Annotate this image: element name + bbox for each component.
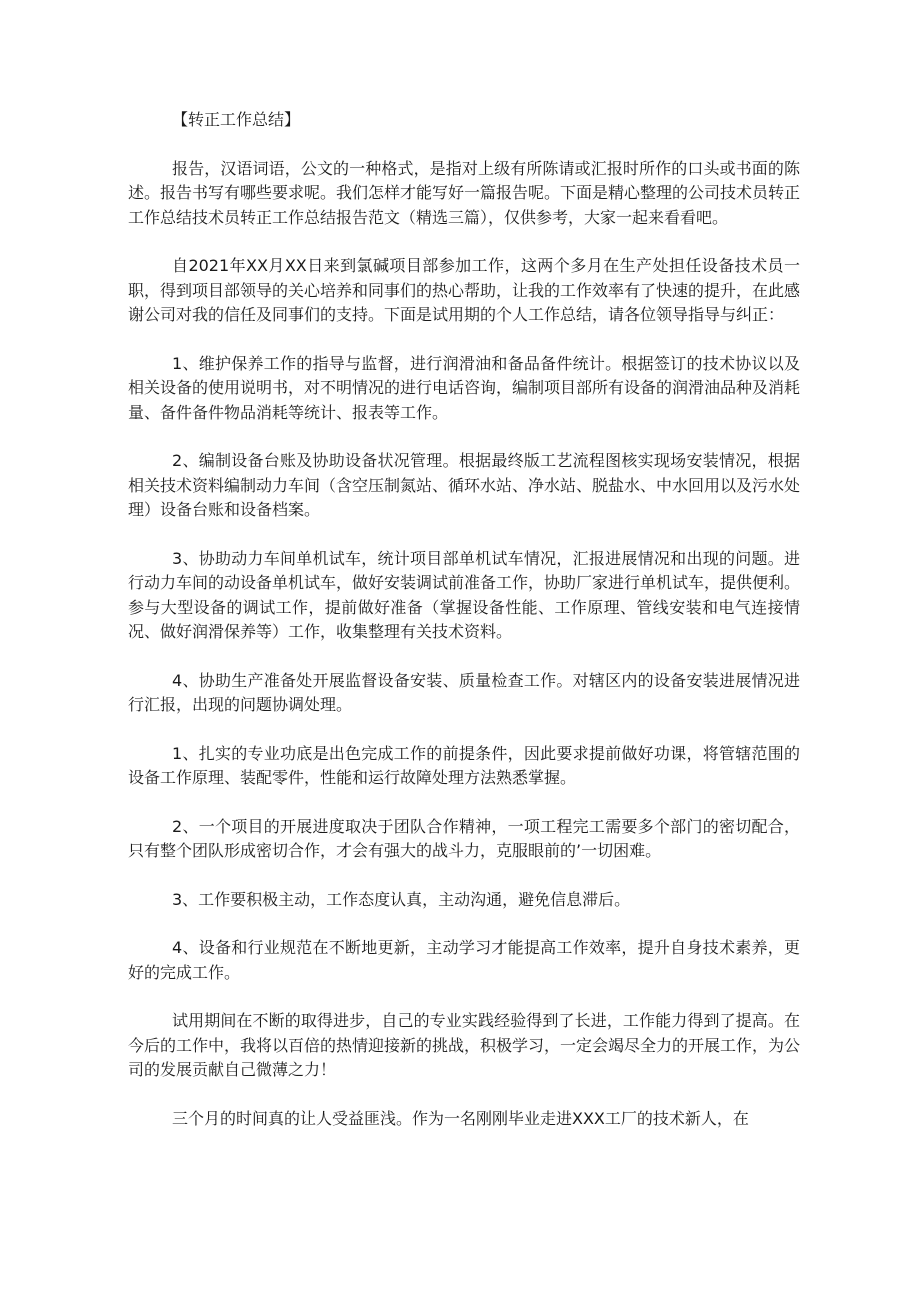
paragraph-intro: 报告，汉语词语，公文的一种格式，是指对上级有所陈请或汇报时所作的口头或书面的陈述。报告书写有哪些要求呢。我们怎样才能写好一篇报告呢。下面是精心整理的公司技术员转正工作总结技术员转正工作总结报告范文（精选三篇），仅供参考，大家一起来看看吧。 xyxy=(128,158,801,227)
paragraph-opening: 自2021年XX月XX日来到氯碱项目部参加工作，这两个多月在生产处担任设备技术员一职，得到项目部领导的关心培养和同事们的热心帮助，让我的工作效率有了快速的提升，在此感谢公司对我的信任及同事们的支持。下面是试用期的个人工作总结，请各位领导指导与纠正： xyxy=(128,256,801,324)
document-body xyxy=(128,108,800,1155)
paragraph-work-item-2: 2、编制设备台账及协助设备状况管理。根据最终版工艺流程图核实现场安装情况，根据相关技术资料编制动力车间（含空压制氮站、循环水站、净水站、脱盐水、中水回用以及污水处理）设备台账和设备档案。 xyxy=(128,451,801,519)
paragraph-second-article-start: 三个月的时间真的让人受益匪浅。作为一名刚刚毕业走进XXX工厂的技术新人，在 xyxy=(172,1108,749,1128)
paragraph-lesson-3: 3、工作要积极主动，工作态度认真，主动沟通，避免信息滞后。 xyxy=(172,889,631,909)
paragraph-conclusion: 试用期间在不断的取得进步，自己的专业实践经验得到了长进，工作能力得到了提高。在今后的工作中，我将以百倍的热情迎接新的挑战，积极学习，一定会竭尽全力的开展工作，为公司的发展贡献自己微薄之力！ xyxy=(128,1011,801,1079)
paragraph-work-item-3: 3、协助动力车间单机试车，统计项目部单机试车情况，汇报进展情况和出现的问题。进行动力车间的动设备单机试车，做好安装调试前准备工作，协助厂家进行单机试车，提供便利。参与大型设备的调试工作，提前做好准备（掌握设备性能、工作原理、管线安装和电气连接情况、做好润滑保养等）工作，收集整理有关技术资料。 xyxy=(128,548,801,641)
paragraph-lesson-2: 2、一个项目的开展进度取决于团队合作精神，一项工程完工需要多个部门的密切配合，只有整个团队形成密切合作，才会有强大的战斗力，克服眼前的’一切困难。 xyxy=(128,816,800,860)
paragraph-work-item-1: 1、维护保养工作的指导与监督，进行润滑油和备品备件统计。根据签订的技术协议以及相关设备的使用说明书，对不明情况的进行电话咨询，编制项目部所有设备的润滑油品种及消耗量、备件备件物品消耗等统计、报表等工作。 xyxy=(128,353,801,422)
document-title: 【转正工作总结】 xyxy=(172,110,301,129)
paragraph-lesson-4: 4、设备和行业规范在不断地更新，主动学习才能提高工作效率，提升自身技术素养，更好的完成工作。 xyxy=(128,938,800,982)
paragraph-work-item-4: 4、协助生产准备处开展监督设备安装、质量检查工作。对辖区内的设备安装进展情况进行汇报，出现的问题协调处理。 xyxy=(128,670,800,714)
paragraph-lesson-1: 1、扎实的专业功底是出色完成工作的前提条件，因此要求提前做好功课，将管辖范围的设备工作原理、装配零件，性能和运行故障处理方法熟悉掌握。 xyxy=(128,743,800,787)
